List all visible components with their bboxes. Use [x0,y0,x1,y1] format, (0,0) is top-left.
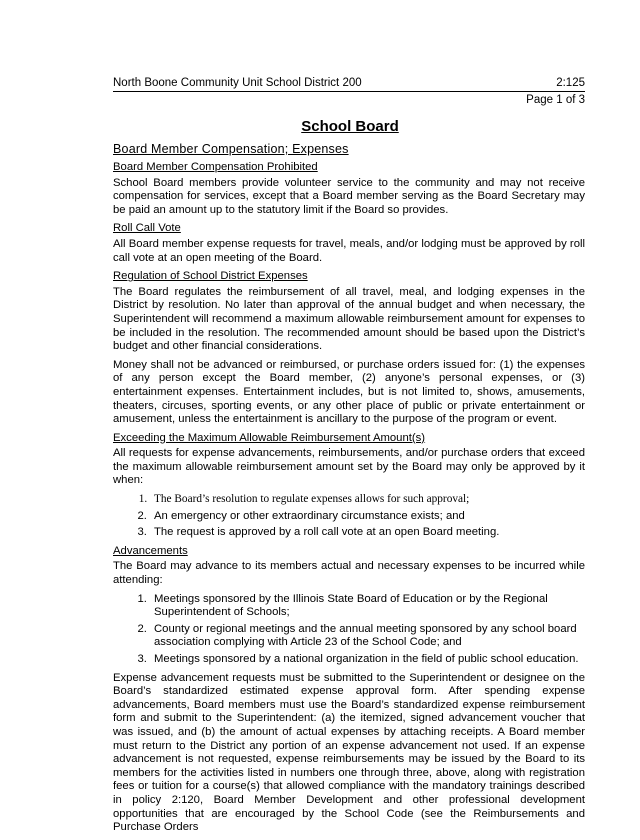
paragraph: All requests for expense advancements, reimbursements, and/or purchase orders that exceed the maximum allowable reimbursement amount set by the Board may only be approved by it when: [113,447,585,487]
page-header [113,75,585,92]
page-number: Page 1 of 3 [526,94,585,106]
list-item: 3. The request is approved by a roll call vote at an open Board meeting. [150,526,585,540]
list-item: 2. County or regional meetings and the annual meeting sponsored by any school board association complying with Article 23 of the School Code; and [150,623,585,650]
list-item: 2. An emergency or other extraordinary circumstance exists; and [150,510,585,524]
section-heading: Exceeding the Maximum Allowable Reimbursement Amount(s) [113,431,426,444]
paragraph: The Board regulates the reimbursement of all travel, meal, and lodging expenses in the District by resolution. No later than approval of the annual budget and when necessary, the Superintendent will recommend a maximum allowable reimbursement amount for expenses to be included in the resolution. The recommended amount should be based upon the District’s budget and other financial considerations. [113,285,585,353]
paragraph: Money shall not be advanced or reimbursed, or purchase orders issued for: (1) the expenses of any person except the Board member, (2) anyone’s personal expenses, or (3) entertainment expenses. Entertainment includes, but is not limited to, shows, amusements, theaters, circuses, sporting events, or any other place of public or private entertainment or amusement, unless the entertainment is ancillary to the purpose of the program or event. [113,358,585,426]
document-title: School Board [301,118,399,135]
document-body [113,142,585,840]
numbered-list [113,493,585,540]
list-item: 1. The Board’s resolution to regulate expenses allows for such approval; [150,493,585,507]
section-heading: Board Member Compensation Prohibited [113,161,318,173]
policy-subtitle: Board Member Compensation; Expenses [113,142,349,156]
paragraph: The Board may advance to its members actual and necessary expenses to be incurred while attending: [113,560,585,587]
list-item: 1. Meetings sponsored by the Illinois State Board of Education or by the Regional Superintendent of Schools; [150,593,585,620]
section-heading: Regulation of School District Expenses [113,270,308,283]
policy-number: 2:125 [556,77,585,89]
section-heading: Roll Call Vote [113,222,181,235]
list-item: 3. Meetings sponsored by a national organization in the field of public school education. [150,653,585,667]
section-heading: Advancements [113,544,188,557]
district-name: North Boone Community Unit School District 200 [113,77,362,89]
paragraph: Expense advancement requests must be submitted to the Superintendent or designee on the Board’s standardized estimated expense approval form. After spending expense advancements, Board members must use the Board’s standardized expense reimbursement form and submit to the Superintendent: (a) the itemized, signed advancement voucher that was issued, and (b) the amount of actual expenses by attaching receipts. A Board member must return to the District any portion of an expense advancement not used. If an expense advancement is not requested, expense reimbursements may be issued by the Board to its members for the activities listed in numbers one through three, above, along with registration fees or tuition for a course(s) that allowed compliance with the mandatory trainings described in policy 2:120, Board Member Development and other professional development opportunities that are encouraged by the School Code (see the Reimbursements and Purchase Orders [113,671,585,834]
numbered-list [113,593,585,667]
paragraph: School Board members provide volunteer service to the community and may not receive compensation for services, except that a Board member serving as the Board Secretary may be paid an amount up to the statutory limit if the Board so provides. [113,176,585,216]
paragraph: All Board member expense requests for travel, meals, and/or lodging must be approved by roll call vote at an open meeting of the Board. [113,237,585,264]
